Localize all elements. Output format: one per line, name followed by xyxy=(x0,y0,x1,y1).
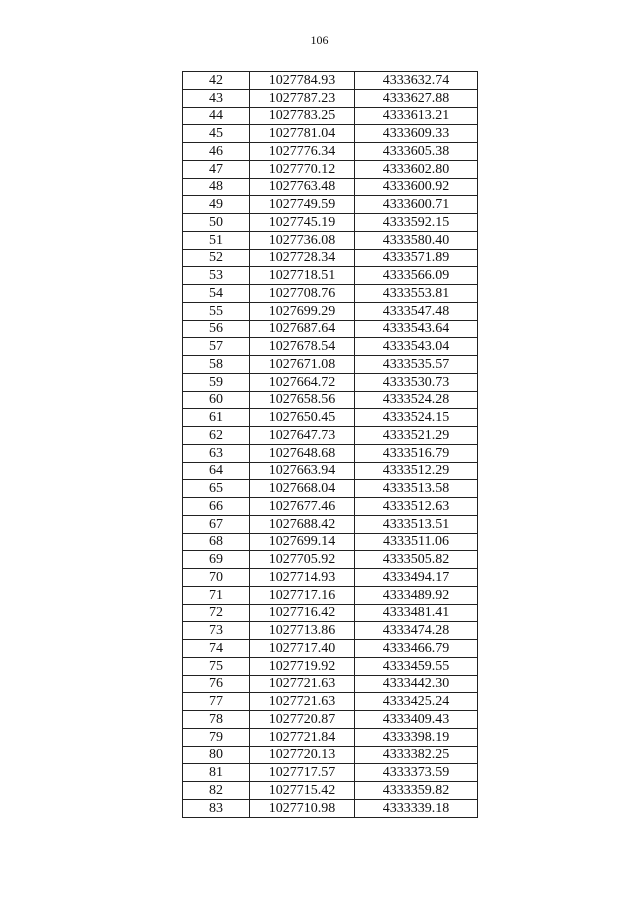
x-coordinate-cell: 1027678.54 xyxy=(250,338,355,356)
point-number-cell: 72 xyxy=(183,604,250,622)
x-coordinate-cell: 1027677.46 xyxy=(250,498,355,516)
x-coordinate-cell: 1027721.84 xyxy=(250,728,355,746)
table-row xyxy=(183,427,478,445)
point-number-cell: 49 xyxy=(183,196,250,214)
table-row xyxy=(183,782,478,800)
point-number-cell: 43 xyxy=(183,89,250,107)
y-coordinate-cell: 4333513.58 xyxy=(355,480,478,498)
point-number-cell: 75 xyxy=(183,657,250,675)
y-coordinate-cell: 4333524.28 xyxy=(355,391,478,409)
point-number-cell: 73 xyxy=(183,622,250,640)
x-coordinate-cell: 1027717.16 xyxy=(250,586,355,604)
point-number-cell: 45 xyxy=(183,125,250,143)
point-number-cell: 67 xyxy=(183,515,250,533)
x-coordinate-cell: 1027781.04 xyxy=(250,125,355,143)
y-coordinate-cell: 4333494.17 xyxy=(355,569,478,587)
x-coordinate-cell: 1027647.73 xyxy=(250,427,355,445)
point-number-cell: 51 xyxy=(183,231,250,249)
table-row xyxy=(183,728,478,746)
point-number-cell: 50 xyxy=(183,214,250,232)
x-coordinate-cell: 1027745.19 xyxy=(250,214,355,232)
table-row xyxy=(183,178,478,196)
table-row xyxy=(183,160,478,178)
point-number-cell: 80 xyxy=(183,746,250,764)
table-row xyxy=(183,373,478,391)
table-row xyxy=(183,320,478,338)
table-row xyxy=(183,498,478,516)
y-coordinate-cell: 4333511.06 xyxy=(355,533,478,551)
x-coordinate-cell: 1027770.12 xyxy=(250,160,355,178)
y-coordinate-cell: 4333524.15 xyxy=(355,409,478,427)
table-row xyxy=(183,285,478,303)
point-number-cell: 63 xyxy=(183,444,250,462)
table-row xyxy=(183,515,478,533)
x-coordinate-cell: 1027687.64 xyxy=(250,320,355,338)
y-coordinate-cell: 4333442.30 xyxy=(355,675,478,693)
table-row xyxy=(183,640,478,658)
point-number-cell: 48 xyxy=(183,178,250,196)
point-number-cell: 47 xyxy=(183,160,250,178)
point-number-cell: 70 xyxy=(183,569,250,587)
y-coordinate-cell: 4333592.15 xyxy=(355,214,478,232)
point-number-cell: 74 xyxy=(183,640,250,658)
x-coordinate-cell: 1027721.63 xyxy=(250,675,355,693)
coordinates-table-body xyxy=(183,72,478,818)
y-coordinate-cell: 4333521.29 xyxy=(355,427,478,445)
y-coordinate-cell: 4333566.09 xyxy=(355,267,478,285)
y-coordinate-cell: 4333512.29 xyxy=(355,462,478,480)
page-number: 106 xyxy=(310,33,329,47)
table-row xyxy=(183,462,478,480)
y-coordinate-cell: 4333474.28 xyxy=(355,622,478,640)
x-coordinate-cell: 1027663.94 xyxy=(250,462,355,480)
x-coordinate-cell: 1027688.42 xyxy=(250,515,355,533)
y-coordinate-cell: 4333373.59 xyxy=(355,764,478,782)
point-number-cell: 66 xyxy=(183,498,250,516)
table-row xyxy=(183,569,478,587)
y-coordinate-cell: 4333382.25 xyxy=(355,746,478,764)
table-row xyxy=(183,764,478,782)
table-row xyxy=(183,444,478,462)
point-number-cell: 56 xyxy=(183,320,250,338)
y-coordinate-cell: 4333530.73 xyxy=(355,373,478,391)
table-row xyxy=(183,746,478,764)
x-coordinate-cell: 1027713.86 xyxy=(250,622,355,640)
x-coordinate-cell: 1027658.56 xyxy=(250,391,355,409)
table-row xyxy=(183,675,478,693)
table-row xyxy=(183,302,478,320)
point-number-cell: 69 xyxy=(183,551,250,569)
y-coordinate-cell: 4333605.38 xyxy=(355,143,478,161)
table-row xyxy=(183,799,478,817)
point-number-cell: 53 xyxy=(183,267,250,285)
table-row xyxy=(183,196,478,214)
table-row xyxy=(183,551,478,569)
point-number-cell: 46 xyxy=(183,143,250,161)
x-coordinate-cell: 1027749.59 xyxy=(250,196,355,214)
table-row xyxy=(183,214,478,232)
point-number-cell: 82 xyxy=(183,782,250,800)
table-row xyxy=(183,267,478,285)
point-number-cell: 76 xyxy=(183,675,250,693)
x-coordinate-cell: 1027719.92 xyxy=(250,657,355,675)
point-number-cell: 71 xyxy=(183,586,250,604)
x-coordinate-cell: 1027720.87 xyxy=(250,711,355,729)
table-row xyxy=(183,249,478,267)
y-coordinate-cell: 4333609.33 xyxy=(355,125,478,143)
point-number-cell: 79 xyxy=(183,728,250,746)
x-coordinate-cell: 1027718.51 xyxy=(250,267,355,285)
x-coordinate-cell: 1027783.25 xyxy=(250,107,355,125)
x-coordinate-cell: 1027776.34 xyxy=(250,143,355,161)
y-coordinate-cell: 4333543.04 xyxy=(355,338,478,356)
y-coordinate-cell: 4333627.88 xyxy=(355,89,478,107)
table-row xyxy=(183,533,478,551)
y-coordinate-cell: 4333505.82 xyxy=(355,551,478,569)
y-coordinate-cell: 4333466.79 xyxy=(355,640,478,658)
point-number-cell: 55 xyxy=(183,302,250,320)
y-coordinate-cell: 4333632.74 xyxy=(355,72,478,90)
coordinates-table xyxy=(182,71,478,818)
y-coordinate-cell: 4333602.80 xyxy=(355,160,478,178)
table-row xyxy=(183,72,478,90)
table-row xyxy=(183,391,478,409)
y-coordinate-cell: 4333516.79 xyxy=(355,444,478,462)
x-coordinate-cell: 1027716.42 xyxy=(250,604,355,622)
table-row xyxy=(183,409,478,427)
table-row xyxy=(183,604,478,622)
point-number-cell: 78 xyxy=(183,711,250,729)
point-number-cell: 57 xyxy=(183,338,250,356)
x-coordinate-cell: 1027668.04 xyxy=(250,480,355,498)
y-coordinate-cell: 4333580.40 xyxy=(355,231,478,249)
x-coordinate-cell: 1027784.93 xyxy=(250,72,355,90)
point-number-cell: 60 xyxy=(183,391,250,409)
point-number-cell: 81 xyxy=(183,764,250,782)
table-row xyxy=(183,143,478,161)
x-coordinate-cell: 1027710.98 xyxy=(250,799,355,817)
x-coordinate-cell: 1027715.42 xyxy=(250,782,355,800)
table-row xyxy=(183,657,478,675)
table-row xyxy=(183,622,478,640)
x-coordinate-cell: 1027705.92 xyxy=(250,551,355,569)
x-coordinate-cell: 1027664.72 xyxy=(250,373,355,391)
point-number-cell: 83 xyxy=(183,799,250,817)
x-coordinate-cell: 1027787.23 xyxy=(250,89,355,107)
y-coordinate-cell: 4333339.18 xyxy=(355,799,478,817)
y-coordinate-cell: 4333535.57 xyxy=(355,356,478,374)
y-coordinate-cell: 4333571.89 xyxy=(355,249,478,267)
x-coordinate-cell: 1027699.14 xyxy=(250,533,355,551)
y-coordinate-cell: 4333513.51 xyxy=(355,515,478,533)
y-coordinate-cell: 4333547.48 xyxy=(355,302,478,320)
x-coordinate-cell: 1027721.63 xyxy=(250,693,355,711)
table-row xyxy=(183,693,478,711)
x-coordinate-cell: 1027708.76 xyxy=(250,285,355,303)
table-row xyxy=(183,231,478,249)
y-coordinate-cell: 4333543.64 xyxy=(355,320,478,338)
y-coordinate-cell: 4333359.82 xyxy=(355,782,478,800)
table-row xyxy=(183,89,478,107)
point-number-cell: 61 xyxy=(183,409,250,427)
point-number-cell: 62 xyxy=(183,427,250,445)
table-row xyxy=(183,338,478,356)
y-coordinate-cell: 4333459.55 xyxy=(355,657,478,675)
point-number-cell: 59 xyxy=(183,373,250,391)
x-coordinate-cell: 1027650.45 xyxy=(250,409,355,427)
x-coordinate-cell: 1027714.93 xyxy=(250,569,355,587)
x-coordinate-cell: 1027699.29 xyxy=(250,302,355,320)
y-coordinate-cell: 4333481.41 xyxy=(355,604,478,622)
table-row xyxy=(183,107,478,125)
point-number-cell: 54 xyxy=(183,285,250,303)
y-coordinate-cell: 4333425.24 xyxy=(355,693,478,711)
point-number-cell: 68 xyxy=(183,533,250,551)
y-coordinate-cell: 4333398.19 xyxy=(355,728,478,746)
y-coordinate-cell: 4333553.81 xyxy=(355,285,478,303)
x-coordinate-cell: 1027728.34 xyxy=(250,249,355,267)
x-coordinate-cell: 1027717.57 xyxy=(250,764,355,782)
x-coordinate-cell: 1027763.48 xyxy=(250,178,355,196)
point-number-cell: 77 xyxy=(183,693,250,711)
y-coordinate-cell: 4333409.43 xyxy=(355,711,478,729)
table-row xyxy=(183,356,478,374)
point-number-cell: 58 xyxy=(183,356,250,374)
y-coordinate-cell: 4333600.92 xyxy=(355,178,478,196)
point-number-cell: 64 xyxy=(183,462,250,480)
y-coordinate-cell: 4333489.92 xyxy=(355,586,478,604)
y-coordinate-cell: 4333512.63 xyxy=(355,498,478,516)
table-row xyxy=(183,125,478,143)
point-number-cell: 65 xyxy=(183,480,250,498)
table-row xyxy=(183,480,478,498)
x-coordinate-cell: 1027648.68 xyxy=(250,444,355,462)
point-number-cell: 42 xyxy=(183,72,250,90)
point-number-cell: 44 xyxy=(183,107,250,125)
table-row xyxy=(183,586,478,604)
y-coordinate-cell: 4333613.21 xyxy=(355,107,478,125)
table-row xyxy=(183,711,478,729)
y-coordinate-cell: 4333600.71 xyxy=(355,196,478,214)
x-coordinate-cell: 1027671.08 xyxy=(250,356,355,374)
point-number-cell: 52 xyxy=(183,249,250,267)
x-coordinate-cell: 1027717.40 xyxy=(250,640,355,658)
x-coordinate-cell: 1027736.08 xyxy=(250,231,355,249)
x-coordinate-cell: 1027720.13 xyxy=(250,746,355,764)
